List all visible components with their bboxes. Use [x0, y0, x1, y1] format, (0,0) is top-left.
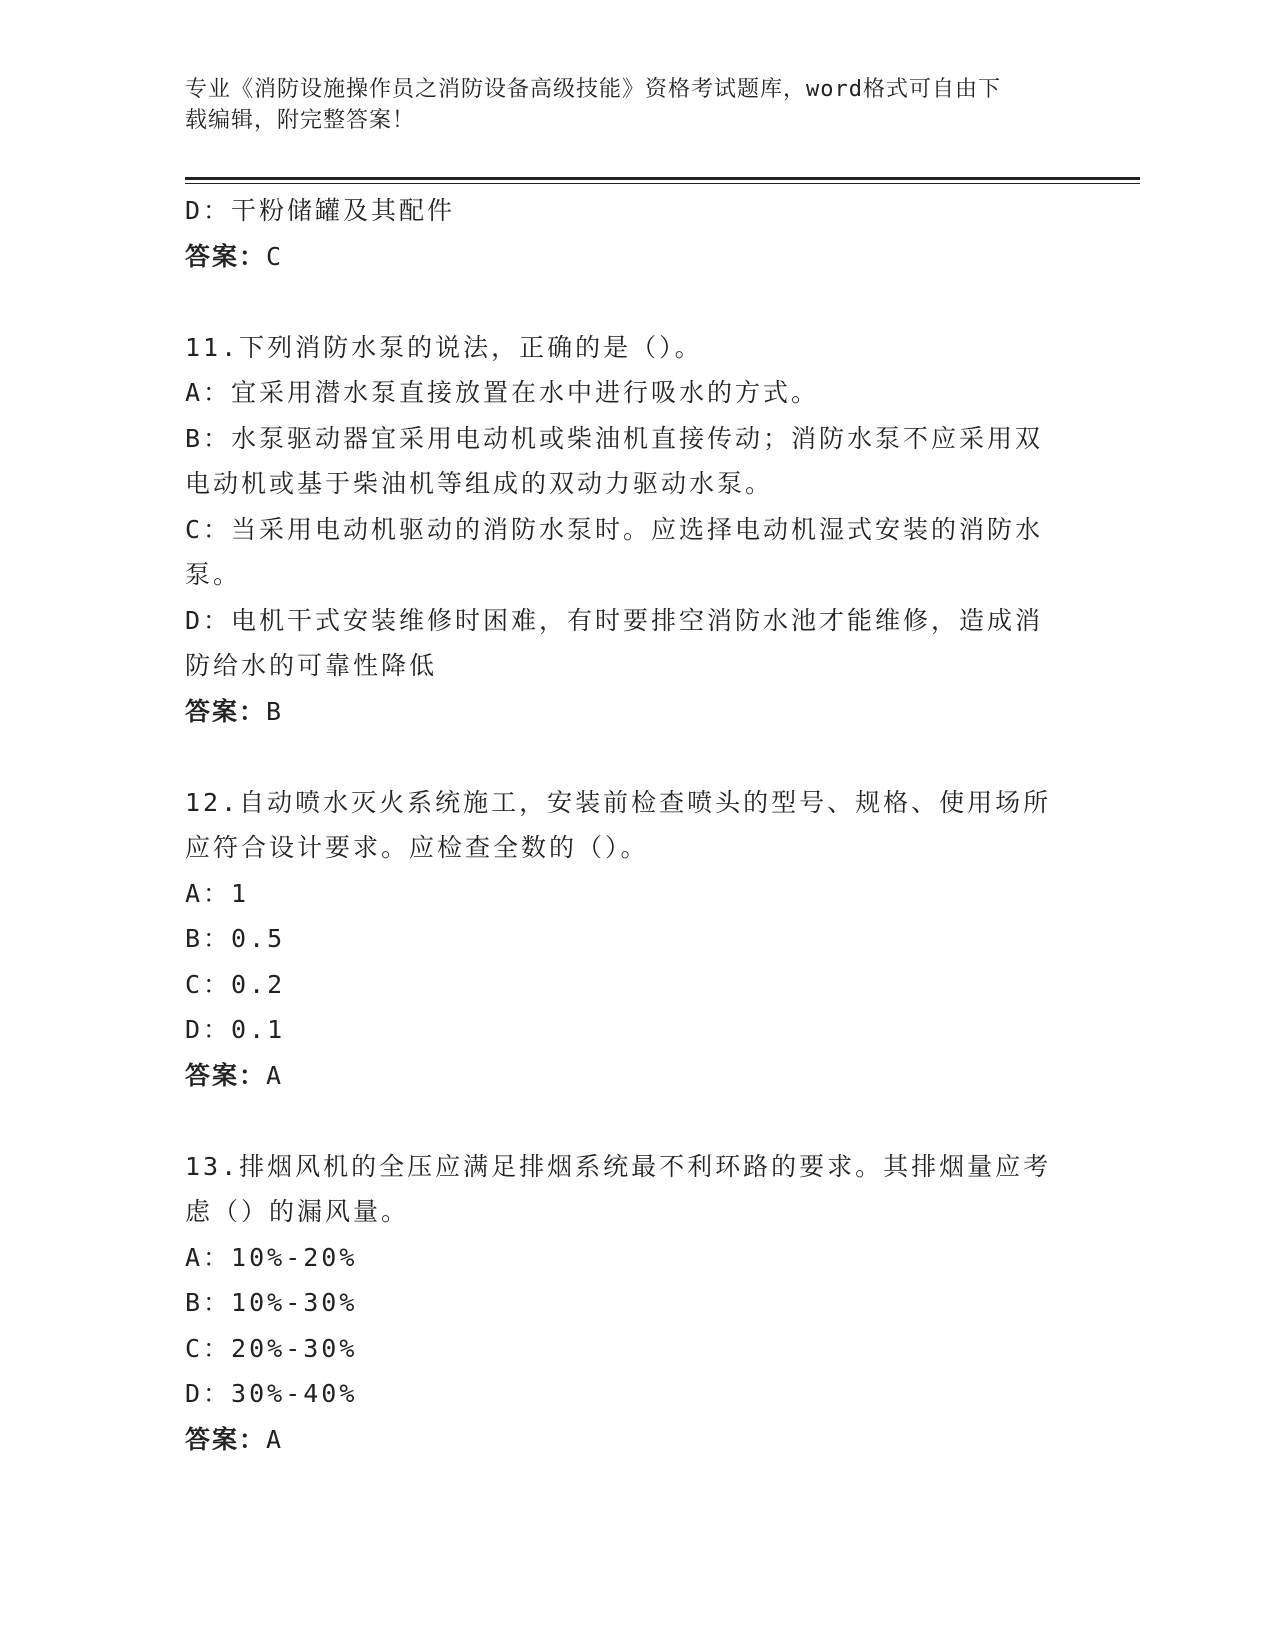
- option-b: B：水泵驱动器宜采用电动机或柴油机直接传动；消防水泵不应采用双: [185, 423, 1044, 453]
- question-stem-cont: 虑（）的漏风量。: [185, 1197, 410, 1226]
- option-d: D：30%-40%: [185, 1379, 358, 1408]
- answer-label: 答案：: [185, 696, 267, 726]
- answer-value: C: [266, 241, 285, 271]
- option-c-cont: 泵。: [185, 560, 242, 589]
- answer: [185, 689, 1065, 735]
- answer: [185, 1053, 1065, 1099]
- option-a: A：1: [185, 878, 250, 908]
- question-content: [185, 188, 1065, 1462]
- question-12: [185, 780, 1065, 1099]
- header-line-2: 载编辑，附完整答案！: [185, 108, 416, 133]
- header-line-1: 专业《消防设施操作员之消防设备高级技能》资格考试题库，word格式可自由下: [185, 77, 1001, 102]
- answer-value: B: [266, 696, 285, 726]
- answer-previous: [185, 234, 1065, 280]
- option-d-previous: D：干粉储罐及其配件: [185, 196, 456, 225]
- option-d-cont: 防给水的可靠性降低: [185, 651, 438, 680]
- option-c: C：20%-30%: [185, 1333, 358, 1363]
- question-stem: 13.排烟风机的全压应满足排烟系统最不利环路的要求。其排烟量应考: [185, 1151, 1052, 1181]
- question-stem-cont: 应符合设计要求。应检查全数的（）。: [185, 833, 649, 862]
- header-divider-thin: [185, 183, 1140, 184]
- answer-value: A: [266, 1060, 285, 1090]
- option-b: B：10%-30%: [185, 1288, 358, 1317]
- document-header: [185, 74, 1065, 136]
- answer-label: 答案：: [185, 241, 267, 271]
- option-d: D：电机干式安装维修时困难，有时要排空消防水池才能维修，造成消: [185, 605, 1044, 635]
- option-b-cont: 电动机或基于柴油机等组成的双动力驱动水泵。: [185, 469, 774, 498]
- option-c: C：当采用电动机驱动的消防水泵时。应选择电动机湿式安装的消防水: [185, 514, 1044, 544]
- option-d: D：0.1: [185, 1015, 286, 1044]
- answer-label: 答案：: [185, 1060, 267, 1090]
- option-c: C：0.2: [185, 969, 286, 999]
- option-a: A：10%-20%: [185, 1242, 358, 1272]
- header-divider-thick: [185, 177, 1140, 180]
- question-stem: 11.下列消防水泵的说法，正确的是（）。: [185, 332, 703, 362]
- option-a: A：宜采用潜水泵直接放置在水中进行吸水的方式。: [185, 378, 820, 407]
- question-stem: 12.自动喷水灭火系统施工，安装前检查喷头的型号、规格、使用场所: [185, 787, 1052, 817]
- answer-label: 答案：: [185, 1424, 267, 1454]
- question-13: [185, 1144, 1065, 1463]
- answer-value: A: [266, 1424, 285, 1454]
- answer: [185, 1417, 1065, 1463]
- option-b: B：0.5: [185, 924, 286, 953]
- question-11: [185, 325, 1065, 735]
